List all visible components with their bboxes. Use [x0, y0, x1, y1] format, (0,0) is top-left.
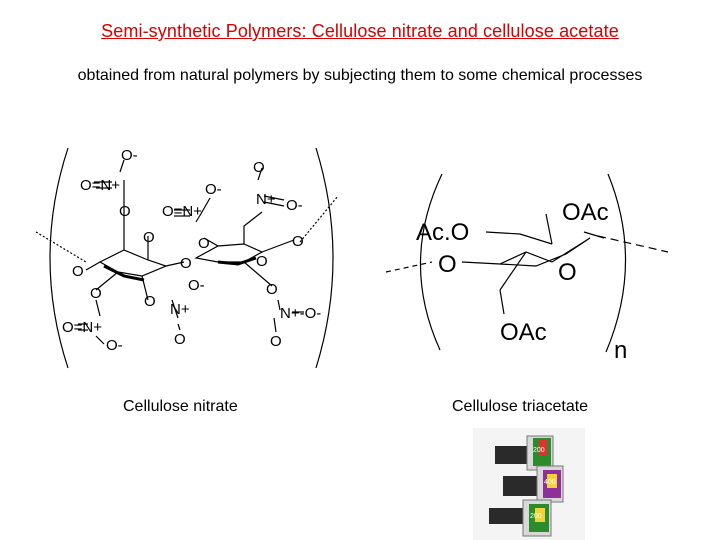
nitrate-o-link-left: O [72, 263, 84, 280]
nitrate-o-5: O [90, 285, 102, 302]
nitrate-n-7: N+-O- [280, 305, 322, 322]
nitrate-n-2: N+ [256, 191, 276, 208]
page-title: Semi-synthetic Polymers: Cellulose nitrate and cellulose acetate [101, 21, 619, 41]
film-label-2: 400 [544, 479, 556, 486]
nitrate-o-minus-5: O- [106, 337, 123, 354]
nitrate-o-6: O [144, 293, 156, 310]
nitrate-o-eq-n-1: O=N+ [80, 177, 121, 194]
film-label-3: 200 [530, 513, 542, 520]
nitrate-n-6: N+ [170, 301, 190, 318]
page-subtitle: obtained from natural polymers by subjecting them to some chemical processes [77, 67, 643, 84]
triacetate-o-ring: O [558, 259, 577, 286]
caption-cellulose-nitrate: Cellulose nitrate [123, 398, 238, 415]
nitrate-o-minus-6: O- [188, 277, 205, 294]
film-label-1: 200 [533, 447, 545, 454]
nitrate-o-minus-3: O- [205, 181, 222, 198]
caption-cellulose-triacetate: Cellulose triacetate [452, 398, 589, 415]
nitrate-o-1: O [119, 203, 131, 220]
triacetate-oac-bottom: OAc [500, 319, 547, 346]
nitrate-o-ring1: O [143, 229, 155, 246]
nitrate-o-eq-7: O [270, 333, 282, 350]
nitrate-o-4: O [198, 235, 210, 252]
triacetate-o-left: O [438, 251, 457, 278]
nitrate-o-ring2: O [256, 253, 268, 270]
nitrate-o-eq-6: O [174, 331, 186, 348]
nitrate-o-eq-n-5: O=N+ [62, 319, 103, 336]
nitrate-o-2: O [253, 159, 265, 176]
triacetate-oac-top: OAc [562, 199, 609, 226]
nitrate-o-7: O [266, 281, 278, 298]
triacetate-n: n [614, 337, 628, 364]
nitrate-o-bridge: O [180, 255, 192, 272]
nitrate-o-minus-1: O- [121, 147, 138, 164]
nitrate-o-link-right: O [292, 233, 304, 250]
triacetate-aco: Ac.O [416, 219, 470, 246]
nitrate-o-minus-2: O- [286, 197, 303, 214]
film-canisters-photo [473, 428, 585, 540]
nitrate-o-eq-n-3: O=N+ [162, 203, 203, 220]
